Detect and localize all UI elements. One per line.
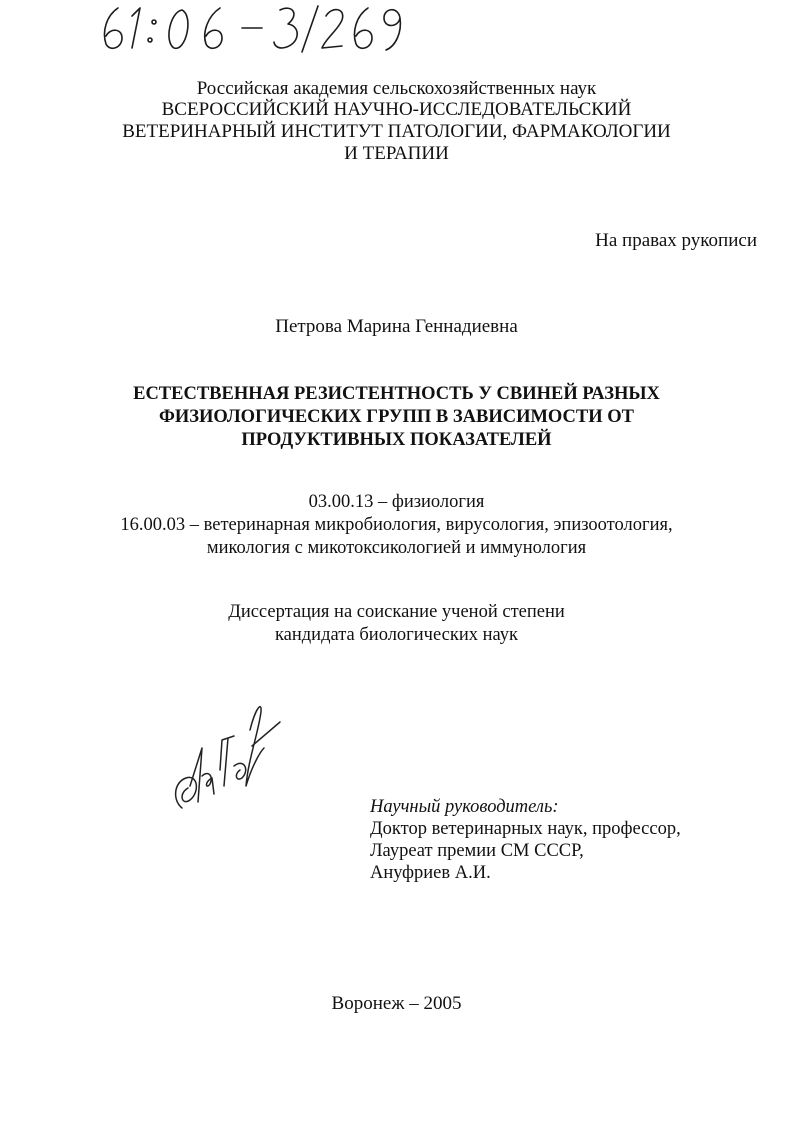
advisor-line: Ануфриев А.И.	[370, 863, 491, 883]
specialty-physiology: 03.00.13 – физиология	[308, 492, 485, 512]
degree-line: кандидата биологических наук	[274, 625, 519, 645]
academy-name: Российская академия сельскохозяйственных наук	[196, 78, 597, 99]
author-name: Петрова Марина Геннадиевна	[275, 316, 518, 337]
manuscript-rights-note: На правах рукописи	[595, 230, 757, 251]
title-line: ЕСТЕСТВЕННАЯ РЕЗИСТЕНТНОСТЬ У СВИНЕЙ РАЗНЫХ	[133, 384, 660, 404]
institute-line: И ТЕРАПИИ	[344, 143, 449, 164]
advisor-line: Доктор ветеринарных наук, профессор,	[370, 819, 681, 839]
institute-line: ВЕТЕРИНАРНЫЙ ИНСТИТУТ ПАТОЛОГИИ, ФАРМАКОЛОГИИ	[122, 121, 671, 142]
advisor-heading: Научный руководитель:	[370, 797, 559, 817]
specialty-veterinary	[0, 514, 793, 560]
archive-number-handwritten	[96, 2, 426, 54]
advisor-line: Лауреат премии СМ СССР,	[370, 841, 584, 861]
city-year: Воронеж – 2005	[331, 993, 462, 1014]
specialty-line: микология с микотоксикологией и иммунология	[206, 538, 587, 558]
specialty-line: 16.00.03 – ветеринарная микробиология, вирусология, эпизоотология,	[120, 515, 673, 535]
scientific-advisor	[370, 796, 681, 884]
institute-name	[0, 99, 793, 165]
institute-line: ВСЕРОССИЙСКИЙ НАУЧНО-ИССЛЕДОВАТЕЛЬСКИЙ	[161, 99, 632, 120]
degree-statement	[0, 601, 793, 647]
dissertation-title	[0, 383, 793, 452]
degree-line: Диссертация на соискание ученой степени	[228, 602, 565, 622]
title-line: ПРОДУКТИВНЫХ ПОКАЗАТЕЛЕЙ	[241, 430, 552, 450]
author-signature	[168, 690, 288, 820]
title-line: ФИЗИОЛОГИЧЕСКИХ ГРУПП В ЗАВИСИМОСТИ ОТ	[159, 407, 634, 427]
